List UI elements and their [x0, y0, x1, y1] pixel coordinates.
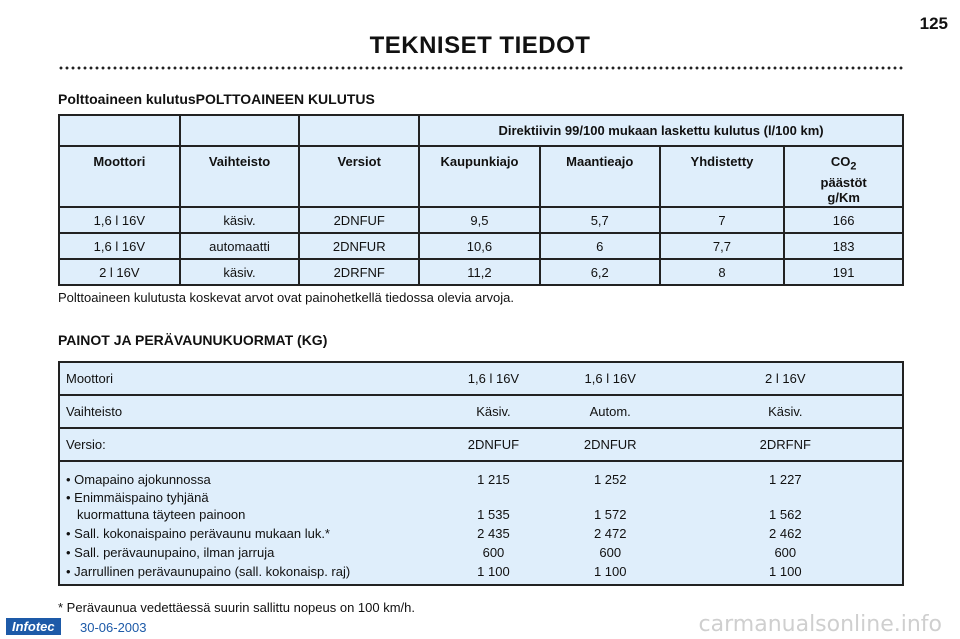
- table-row: [59, 461, 903, 585]
- table-row: [59, 395, 903, 428]
- cell: 1 252: [593, 472, 627, 487]
- row-label: Moottori: [59, 362, 435, 395]
- cell: 7: [660, 207, 785, 233]
- table-row: [59, 362, 903, 395]
- list-item: • Enimmäispaino tyhjänä kuormattuna täyteen painoon: [66, 490, 246, 522]
- list-item: • Omapaino ajokunnossa: [66, 472, 211, 487]
- co2-main: CO: [830, 154, 851, 169]
- cell: 2 l 16V: [669, 362, 903, 395]
- cell: käsiv.: [180, 259, 300, 285]
- cell: 1 562: [769, 507, 802, 522]
- list-item: • Sall. perävaunupaino, ilman jarruja: [66, 545, 275, 560]
- co2-subscript: 2: [850, 160, 857, 173]
- cell: Autom.: [552, 395, 669, 428]
- row-label: Versio:: [59, 428, 435, 461]
- cell: Käsiv.: [669, 395, 903, 428]
- cell: 8: [660, 259, 785, 285]
- cell: 10,6: [419, 233, 540, 259]
- cell: 2DNFUF: [299, 207, 419, 233]
- watermark: carmanualsonline.info: [698, 612, 942, 637]
- header-versiot: Versiot: [299, 146, 419, 207]
- footer-date: 30-06-2003: [80, 620, 147, 635]
- cell: 9,5: [419, 207, 540, 233]
- weight-values-col1: [435, 461, 552, 585]
- list-item: • Jarrullinen perävaunupaino (sall. kokonaisp. raj): [66, 564, 351, 579]
- weights-section-title: PAINOT JA PERÄVAUNUKUORMAT (KG): [58, 332, 328, 348]
- header-co2: [784, 146, 903, 207]
- weight-items-labels: [59, 461, 435, 585]
- cell: 600: [599, 545, 622, 560]
- cell: 2DNFUR: [299, 233, 419, 259]
- infotec-logo: Infotec: [6, 618, 61, 635]
- cell: 166: [784, 207, 903, 233]
- cell: 6,2: [540, 259, 660, 285]
- cell: 600: [774, 545, 797, 560]
- cell: Käsiv.: [435, 395, 552, 428]
- empty-header-cell: [180, 115, 300, 146]
- cell: 5,7: [540, 207, 660, 233]
- cell: 600: [482, 545, 505, 560]
- cell: 2DNFUR: [552, 428, 669, 461]
- empty-header-cell: [59, 115, 180, 146]
- table-row: [59, 207, 903, 233]
- cell: 2 462: [769, 526, 802, 541]
- table-row: [59, 233, 903, 259]
- cell: automaatti: [180, 233, 300, 259]
- cell: 2 l 16V: [59, 259, 180, 285]
- weight-values-col2: [552, 461, 669, 585]
- header-maantieajo: Maantieajo: [540, 146, 660, 207]
- cell: 1,6 l 16V: [59, 207, 180, 233]
- cell: 11,2: [419, 259, 540, 285]
- header-vaihteisto: Vaihteisto: [180, 146, 300, 207]
- dotted-divider: [58, 66, 904, 70]
- cell: 1 100: [593, 564, 627, 579]
- co2-line2: päästöt: [820, 174, 867, 190]
- weight-values-col3: [669, 461, 903, 585]
- cell: 1 535: [477, 507, 510, 522]
- fuel-section-title: Polttoaineen kulutusPOLTTOAINEEN KULUTUS: [58, 91, 375, 107]
- cell: 2DNFUF: [435, 428, 552, 461]
- cell: 2DRFNF: [669, 428, 903, 461]
- header-moottori: Moottori: [59, 146, 180, 207]
- page-title: TEKNISET TIEDOT: [369, 32, 591, 59]
- header-yhdistetty: Yhdistetty: [660, 146, 785, 207]
- co2-line3: g/Km: [827, 189, 860, 205]
- weights-table: [58, 361, 904, 586]
- weights-footnote: * Perävaunua vedettäessä suurin sallittu nopeus on 100 km/h.: [58, 600, 416, 615]
- cell: 1 100: [769, 564, 802, 579]
- empty-header-cell: [299, 115, 419, 146]
- cell: 2 435: [477, 526, 510, 541]
- table-row: [59, 428, 903, 461]
- cell: 1,6 l 16V: [552, 362, 669, 395]
- cell: 6: [540, 233, 660, 259]
- cell: 1 227: [769, 472, 802, 487]
- fuel-note: Polttoaineen kulutusta koskevat arvot ovat painohetkellä tiedossa olevia arvoja.: [58, 290, 515, 305]
- cell: 183: [784, 233, 903, 259]
- row-label: Vaihteisto: [59, 395, 435, 428]
- cell: 7,7: [660, 233, 785, 259]
- cell: 1 572: [593, 507, 627, 522]
- consumption-super-header: Direktiivin 99/100 mukaan laskettu kulutus (l/100 km): [419, 115, 903, 146]
- header-kaupunkiajo: Kaupunkiajo: [419, 146, 540, 207]
- cell: 1 215: [477, 472, 510, 487]
- cell: 1,6 l 16V: [435, 362, 552, 395]
- cell: 191: [784, 259, 903, 285]
- table-row: [59, 259, 903, 285]
- page-number: 125: [919, 14, 948, 33]
- cell: 1,6 l 16V: [59, 233, 180, 259]
- cell: 2DRFNF: [299, 259, 419, 285]
- fuel-consumption-table: [58, 114, 904, 286]
- list-item: • Sall. kokonaispaino perävaunu mukaan luk.*: [66, 526, 330, 541]
- cell: 2 472: [593, 526, 627, 541]
- cell: 1 100: [477, 564, 510, 579]
- cell: käsiv.: [180, 207, 300, 233]
